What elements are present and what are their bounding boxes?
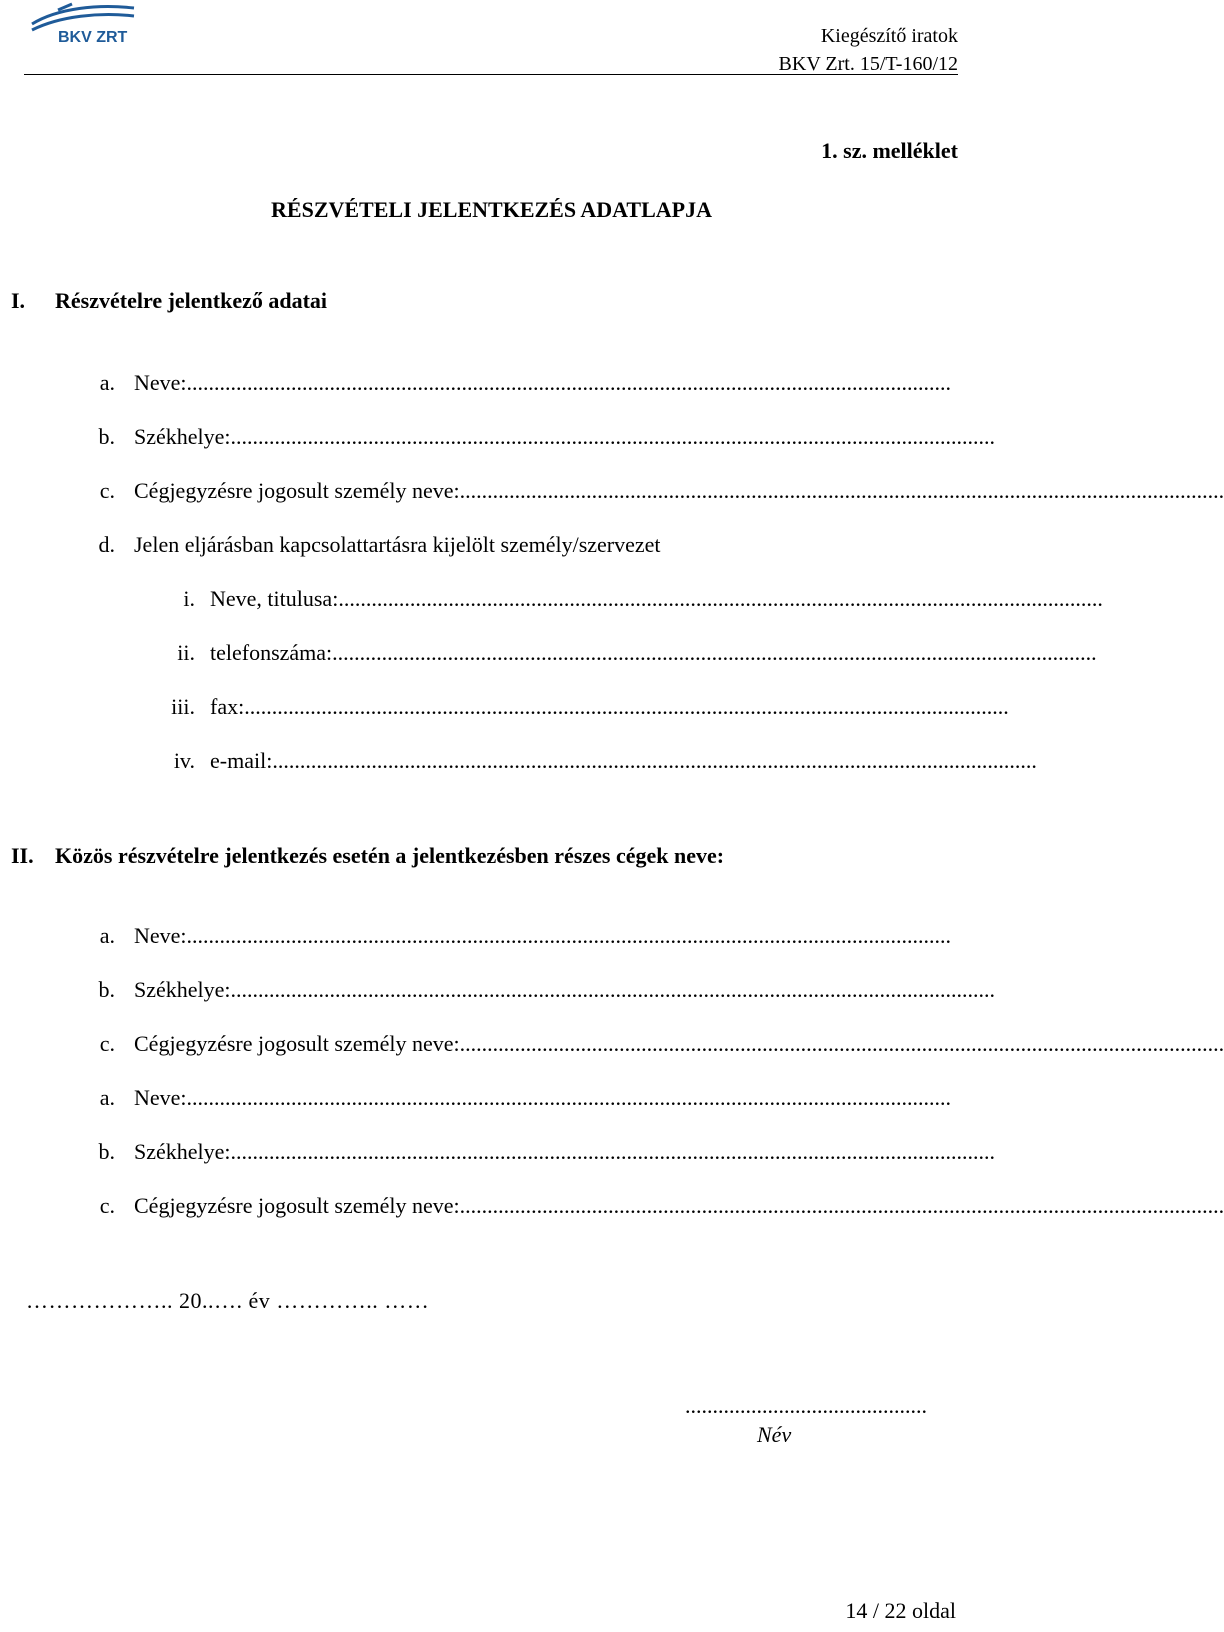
bkv-logo [28, 2, 138, 44]
section1-number: I. [11, 288, 26, 313]
subitem-marker: iii. [171, 694, 195, 719]
fill-dots: ........................................................................................................................................... [338, 586, 1103, 611]
item-marker: c. [99, 1031, 115, 1056]
section2-number: II. [11, 843, 34, 868]
item-marker: a. [99, 1085, 115, 1110]
fill-dots: ........................................................................................................................................... [459, 1031, 1224, 1056]
subitem-marker: ii. [177, 640, 195, 665]
field-line-name [134, 370, 952, 396]
fill-dots: ........................................................................................................................................... [186, 370, 952, 395]
field-line-signatory [134, 1031, 1224, 1057]
field-label: Cégjegyzésre jogosult személy neve: [134, 1193, 460, 1218]
page-number: 14 / 22 oldal [845, 1598, 956, 1623]
field-label: Cégjegyzésre jogosult személy neve: [134, 1031, 460, 1056]
field-line-phone [210, 640, 1097, 666]
header-line2: BKV Zrt. 15/T-160/12 [778, 53, 958, 75]
field-line-fax [210, 694, 1009, 720]
subitem-marker: i. [183, 586, 195, 611]
field-line-name [134, 923, 952, 949]
field-line-seat [134, 1139, 996, 1165]
contact-heading: Jelen eljárásban kapcsolattartásra kijelölt személy/szervezet [134, 532, 661, 557]
section2-title: Közös részvételre jelentkezés esetén a jelentkezésben részes cégek neve: [55, 843, 725, 868]
section1-title: Részvételre jelentkező adatai [55, 288, 328, 313]
fill-dots: ........................................................................................................................................... [186, 923, 952, 948]
document-title: RÉSZVÉTELI JELENTKEZÉS ADATLAPJA [271, 197, 712, 222]
header-divider [24, 74, 958, 75]
fill-dots: ........................................................................................................................................... [230, 1139, 996, 1164]
field-line-contact-name [210, 586, 1103, 612]
header-info [779, 22, 958, 78]
fill-dots: ........................................................................................................................................... [272, 748, 1037, 773]
item-marker: b. [98, 977, 115, 1002]
fill-dots: ........................................................................................................................................... [230, 424, 996, 449]
logo-text: BKV ZRT [58, 29, 128, 46]
field-label: e-mail: [210, 748, 273, 773]
fill-dots: ........................................................................................................................................... [459, 1193, 1224, 1218]
field-label: telefonszáma: [210, 640, 333, 665]
field-label: Székhelye: [134, 977, 231, 1002]
field-label: Neve: [134, 923, 187, 948]
item-marker: c. [99, 478, 115, 503]
field-line-seat [134, 424, 996, 450]
signature-name-label: Név [757, 1422, 792, 1447]
field-line-signatory [134, 1193, 1224, 1219]
fill-dots: ........................................................................................................................................... [230, 977, 996, 1002]
item-marker: d. [98, 532, 115, 557]
subitem-marker: iv. [173, 748, 195, 773]
field-label: Neve: [134, 370, 187, 395]
field-line-seat [134, 977, 996, 1003]
date-line: ……………….. 20..…. év ………….. …… [26, 1288, 430, 1313]
item-marker: b. [98, 424, 115, 449]
fill-dots: ........................................................................................................................................... [186, 1085, 952, 1110]
signature-line: ............................................ [685, 1393, 927, 1418]
field-label: Székhelye: [134, 1139, 231, 1164]
field-label: Cégjegyzésre jogosult személy neve: [134, 478, 460, 503]
item-marker: a. [99, 923, 115, 948]
field-line-name [134, 1085, 952, 1111]
header-line1: Kiegészítő iratok [820, 25, 958, 47]
field-label: Székhelye: [134, 424, 231, 449]
fill-dots: ........................................................................................................................................... [332, 640, 1097, 665]
field-label: Neve, titulusa: [210, 586, 339, 611]
field-line-signatory [134, 478, 1224, 504]
field-label: fax: [210, 694, 245, 719]
fill-dots: ........................................................................................................................................... [459, 478, 1224, 503]
item-marker: c. [99, 1193, 115, 1218]
fill-dots: ........................................................................................................................................... [244, 694, 1009, 719]
item-marker: a. [99, 370, 115, 395]
annex-label: 1. sz. melléklet [821, 138, 958, 163]
item-marker: b. [98, 1139, 115, 1164]
field-line-email [210, 748, 1037, 774]
field-label: Neve: [134, 1085, 187, 1110]
